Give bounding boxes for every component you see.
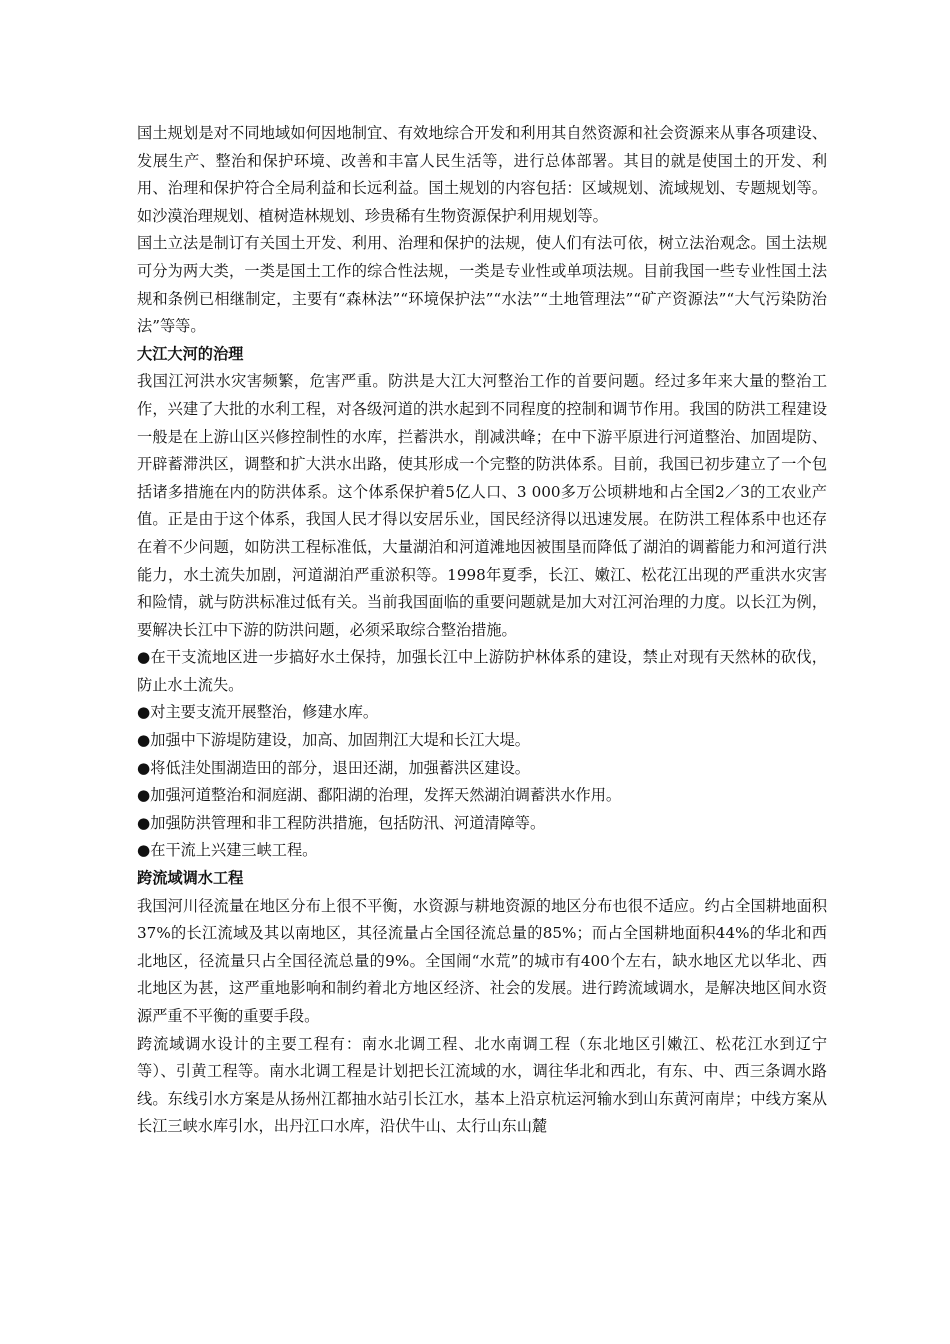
bullet-item: ●对主要支流开展整治，修建水库。 bbox=[137, 703, 379, 722]
heading-water-transfer: 跨流域调水工程 bbox=[137, 869, 244, 888]
paragraph-flood-control: 我国江河洪水灾害频繁，危害严重。防洪是大江大河整治工作的首要问题。经过多年来大量的整治工作，兴建了大批的水利工程，对各级河道的洪水起到不同程度的控制和调节作用。我国的防洪工程建设一般是在上游山区兴修控制性的水库，拦蓄洪水，削减洪峰；在中下游平原进行河道整治、加固堤防、开辟蓄滞洪区，调整和扩大洪水出路，使其形成一个完整的防洪体系。目前，我国已初步建立了一个包括诸多措施在内的防洪体系。这个体系保护着5亿人口、3 000多万公顷耕地和占全国2／3的工农业产值。正是由于这个体系，我国人民才得以安居乐业，国民经济得以迅速发展。在防洪工程体系中也还存在着不少问题，如防洪工程标准低，大量湖泊和河道滩地因被围垦而降低了湖泊的调蓄能力和河道行洪能力，水土流失加剧，河道湖泊严重淤积等。1998年夏季，长江、嫩江、松花江出现的严重洪水灾害和险情，就与防洪标准过低有关。当前我国面临的重要问题就是加大对江河治理的力度。以长江为例，要解决长江中下游的防洪问题，必须采取综合整治措施。 bbox=[137, 372, 827, 639]
paragraph-water-distribution: 我国河川径流量在地区分布上很不平衡，水资源与耕地资源的地区分布也很不适应。约占全国耕地面积37%的长江流域及其以南地区，其径流量占全国径流总量的85%；而占全国耕地面积44%的华北和西北地区，径流量只占全国径流总量的9%。全国闹“水荒”的城市有400个左右，缺水地区尤以华北、西北地区为甚，这严重地影响和制约着北方地区经济、社会的发展。进行跨流域调水，是解决地区间水资源严重不平衡的重要手段。 bbox=[137, 896, 827, 1025]
bullet-item: ●在干流上兴建三峡工程。 bbox=[137, 841, 318, 860]
heading-river-governance: 大江大河的治理 bbox=[137, 344, 244, 363]
bullet-item: ●在干支流地区进一步搞好水土保持，加强长江中上游防护林体系的建设，禁止对现有天然林的砍伐，防止水土流失。 bbox=[137, 648, 827, 694]
bullet-item: ●加强中下游堤防建设，加高、加固荆江大堤和长江大堤。 bbox=[137, 731, 530, 750]
bullet-item: ●将低洼处围湖造田的部分，退田还湖，加强蓄洪区建设。 bbox=[137, 758, 530, 777]
paragraph-land-planning: 国土规划是对不同地域如何因地制宜、有效地综合开发和利用其自然资源和社会资源来从事各项建设、发展生产、整治和保护环境、改善和丰富人民生活等，进行总体部署。其目的就是使国土的开发、利用、治理和保护符合全局利益和长远利益。国土规划的内容包括：区域规划、流域规划、专题规划等。如沙漠治理规划、植树造林规划、珍贵稀有生物资源保护利用规划等。 bbox=[137, 124, 827, 225]
paragraph-land-legislation: 国土立法是制订有关国土开发、利用、治理和保护的法规，使人们有法可依，树立法治观念。国土法规可分为两大类，一类是国土工作的综合性法规，一类是专业性或单项法规。目前我国一些专业性国土法规和条例已相继制定，主要有“森林法”“环境保护法”“水法”“土地管理法”“矿产资源法”“大气污染防治法”等等。 bbox=[137, 234, 827, 336]
bullet-item: ●加强河道整治和洞庭湖、鄱阳湖的治理，发挥天然湖泊调蓄洪水作用。 bbox=[137, 786, 622, 805]
document-page bbox=[137, 120, 827, 1141]
bullet-item: ●加强防洪管理和非工程防洪措施，包括防汛、河道清障等。 bbox=[137, 813, 546, 832]
paragraph-transfer-projects: 跨流域调水设计的主要工程有：南水北调工程、北水南调工程（东北地区引嫩江、松花江水到辽宁等）、引黄工程等。南水北调工程是计划把长江流域的水，调往华北和西北，有东、中、西三条调水路线。东线引水方案是从扬州江都抽水站引长江水，基本上沿京杭运河输水到山东黄河南岸；中线方案从长江三峡水库引水，出丹江口水库，沿伏牛山、太行山东山麓 bbox=[137, 1034, 827, 1136]
